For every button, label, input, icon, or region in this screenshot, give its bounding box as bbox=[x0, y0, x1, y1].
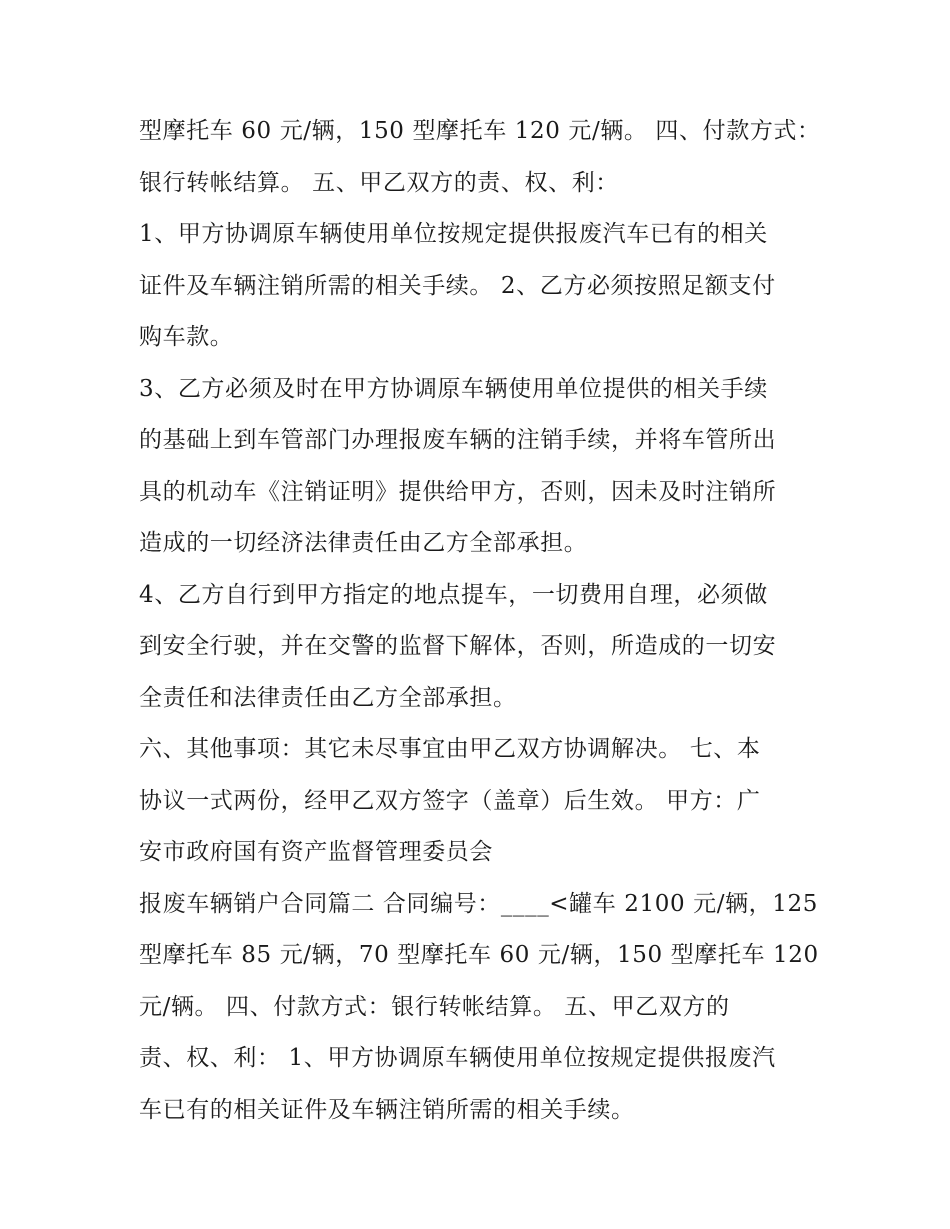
document-body bbox=[139, 106, 839, 1136]
text-line: 六、其他事项：其它未尽事宜由甲乙双方协调解决。 七、本 bbox=[139, 736, 761, 762]
text-line: 4、乙方自行到甲方指定的地点提车，一切费用自理，必须做 bbox=[139, 581, 768, 608]
text-line: 的基础上到车管部门办理报废车辆的注销手续，并将车管所出 bbox=[139, 427, 777, 453]
text-line: 安市政府国有资产监督管理委员会 bbox=[139, 839, 493, 865]
text-line: 证件及车辆注销所需的相关手续。 2、乙方必须按照足额支付 bbox=[139, 272, 776, 299]
text-line: 协议一式两份，经甲乙双方签字（盖章）后生效。 甲方：广 bbox=[139, 787, 761, 814]
text-line: 3、乙方必须及时在甲方协调原车辆使用单位提供的相关手续 bbox=[139, 375, 768, 402]
text-line: 元/辆。 四、付款方式：银行转帐结算。 五、甲乙双方的 bbox=[139, 993, 730, 1020]
text-line: 全责任和法律责任由乙方全部承担。 bbox=[139, 684, 517, 711]
text-line: 责、权、利： 1、甲方协调原车辆使用单位按规定提供报废汽 bbox=[139, 1045, 776, 1071]
text-line: 具的机动车《注销证明》提供给甲方，否则，因未及时注销所 bbox=[139, 478, 777, 505]
text-line: 造成的一切经济法律责任由乙方全部承担。 bbox=[139, 530, 588, 556]
text-line: 型摩托车 85 元/辆，70 型摩托车 60 元/辆，150 型摩托车 120 bbox=[139, 942, 819, 968]
text-line: 型摩托车 60 元/辆，150 型摩托车 120 元/辆。 四、付款方式： bbox=[139, 118, 821, 144]
text-line: 车已有的相关证件及车辆注销所需的相关手续。 bbox=[139, 1096, 635, 1123]
text-line: 购车款。 bbox=[139, 324, 234, 350]
text-line: 1、甲方协调原车辆使用单位按规定提供报废汽车已有的相关 bbox=[139, 221, 768, 247]
text-line: 报废车辆销户合同篇二 合同编号：____<罐车 2100 元/辆，125 bbox=[139, 890, 818, 917]
text-line: 银行转帐结算。 五、甲乙双方的责、权、利： bbox=[139, 169, 619, 196]
text-line: 到安全行驶，并在交警的监督下解体，否则，所造成的一切安 bbox=[139, 633, 777, 659]
